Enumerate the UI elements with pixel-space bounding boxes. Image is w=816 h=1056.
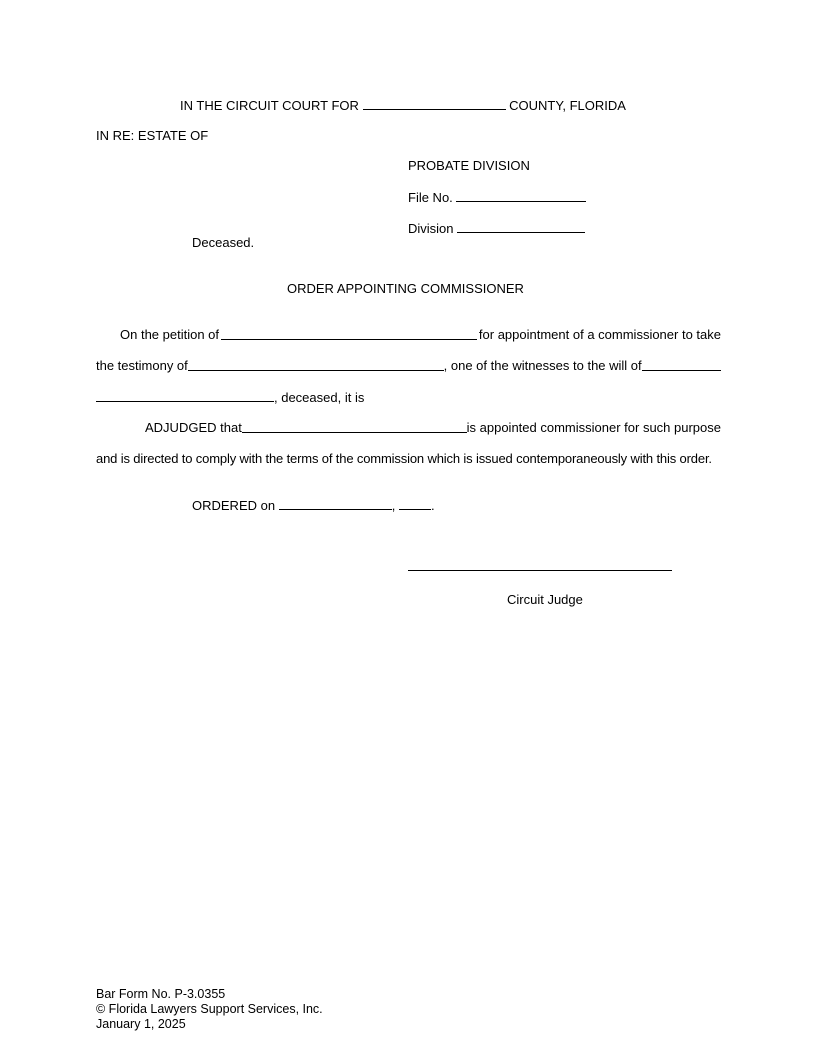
ordered-date-blank[interactable] (279, 497, 392, 510)
decedent-blank-1[interactable] (642, 358, 721, 371)
appointment-text: for appointment of a commissioner to take (478, 327, 721, 342)
deceased-text: , deceased, it is (274, 390, 365, 405)
petitioner-blank[interactable] (221, 327, 477, 340)
signature-label: Circuit Judge (507, 592, 583, 607)
file-no-blank[interactable] (456, 189, 586, 202)
probate-division: PROBATE DIVISION (408, 158, 530, 173)
form-date: January 1, 2025 (96, 1017, 186, 1031)
ordered-label: ORDERED on (192, 498, 276, 513)
division-blank[interactable] (457, 220, 585, 233)
petition-label: On the petition of (120, 327, 220, 342)
ordered-line (192, 497, 435, 514)
body-line-1 (120, 327, 721, 343)
county-blank[interactable] (363, 97, 506, 110)
ordered-end: . (430, 498, 435, 513)
body-line-4 (145, 420, 721, 436)
division-field (408, 220, 585, 237)
witness-text: , one of the witnesses to the will of (443, 358, 642, 373)
deceased-label: Deceased. (192, 235, 255, 250)
division-field-label: Division (408, 221, 454, 236)
copyright: © Florida Lawyers Support Services, Inc. (96, 1002, 323, 1016)
body-line-3 (96, 389, 364, 406)
court-prefix: IN THE CIRCUIT COURT FOR (180, 98, 359, 113)
decedent-blank-2[interactable] (96, 389, 274, 402)
form-number: Bar Form No. P-3.0355 (96, 987, 226, 1001)
appointed-text: is appointed commissioner for such purpose (466, 420, 721, 435)
form-footer (96, 987, 323, 1032)
ordered-year-blank[interactable] (399, 497, 431, 510)
commissioner-blank[interactable] (242, 420, 467, 433)
file-no (408, 189, 586, 206)
adjudged-label: ADJUDGED that (145, 420, 242, 435)
ordered-separator: , (391, 498, 396, 513)
document-title: ORDER APPOINTING COMMISSIONER (287, 281, 524, 296)
testimony-label: the testimony of (96, 358, 188, 373)
file-no-label: File No. (408, 190, 453, 205)
body-line-5: and is directed to comply with the terms of the commission which is issued contemporaneously with this order. (96, 451, 712, 466)
court-caption (180, 97, 626, 114)
signature-line[interactable] (408, 570, 672, 571)
in-re-estate: IN RE: ESTATE OF (96, 128, 209, 143)
court-suffix: COUNTY, FLORIDA (509, 98, 626, 113)
body-line-2 (96, 358, 721, 374)
witness-blank[interactable] (188, 358, 444, 371)
